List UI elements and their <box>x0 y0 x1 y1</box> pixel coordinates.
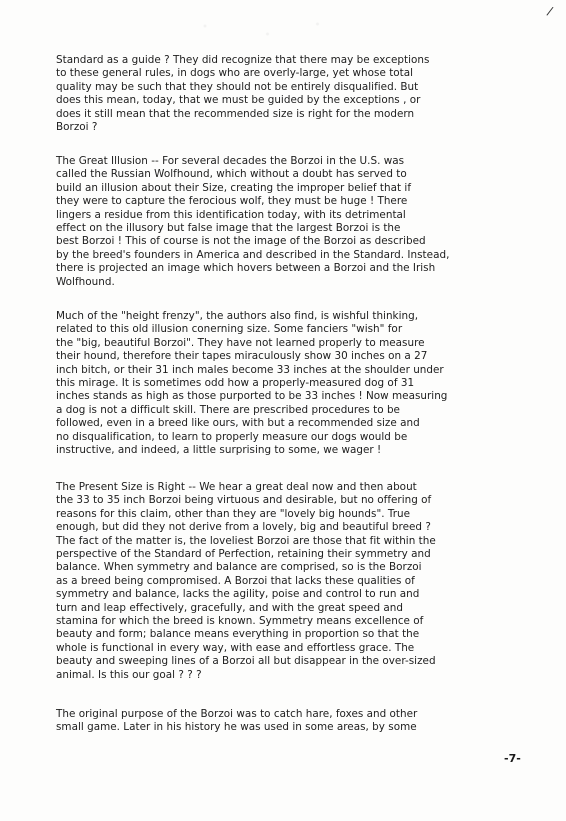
paragraph-height-frenzy <box>56 310 546 457</box>
text-line: Standard as a guide ? They did recognize that there may be exceptions <box>56 54 430 66</box>
text-line: symmetry and balance, lacks the agility, poise and control to run and <box>56 588 420 601</box>
text-line: the 33 to 35 inch Borzoi being virtuous and desirable, but no offering of <box>56 494 432 507</box>
text-line: turn and leap effectively, gracefully, and with the great speed and <box>56 601 404 614</box>
text-line: quality may be such that they should not be entirely disqualified. But <box>56 80 419 93</box>
text-line: related to this old illusion conerning size. Some fanciers "wish" for <box>56 323 403 336</box>
text-line: does it still mean that the recommended size is right for the modern <box>56 107 415 120</box>
text-line: no disqualification, to learn to properly measure our dogs would be <box>56 430 408 443</box>
text-line: inch bitch, or their 31 inch males become 33 inches at the shoulder under <box>56 363 444 376</box>
text-line: beauty and sweeping lines of a Borzoi all but disappear in the over-sized <box>56 655 436 668</box>
faint-bleed-through-marks <box>130 10 380 50</box>
text-line: a dog is not a difficult skill. There are prescribed procedures to be <box>56 403 400 416</box>
text-line: small game. Later in his history he was used in some areas, by some <box>56 721 417 734</box>
text-line: effect on the illusory but false image that the largest Borzoi is the <box>56 222 401 235</box>
text-line: whole is functional in every way, with ease and effortless grace. The <box>56 641 415 654</box>
text-line: perspective of the Standard of Perfection, retaining their symmetry and <box>56 548 431 561</box>
paragraph-original-purpose <box>56 708 546 735</box>
text-line: by the breed's founders in America and described in the Standard. Instead, <box>56 248 450 261</box>
text-line: Borzoi ? <box>56 121 98 134</box>
text-line: lingers a residue from this identification today, with its detrimental <box>56 208 406 221</box>
text-line: does this mean, today, that we must be guided by the exceptions , or <box>56 94 421 107</box>
text-line: the "big, beautiful Borzoi". They have not learned properly to measure <box>56 336 425 349</box>
text-line: Much of the "height frenzy", the authors also find, is wishful thinking, <box>56 310 419 322</box>
text-line: stamina for which the breed is known. Symmetry means excellence of <box>56 615 424 628</box>
text-line: there is projected an image which hovers between a Borzoi and the Irish <box>56 262 436 275</box>
text-line: followed, even in a breed like ours, with but a recommended size and <box>56 417 420 430</box>
corner-tick-mark: / <box>545 3 555 19</box>
paragraph-great-illusion <box>56 155 546 289</box>
text-line: best Borzoi ! This of course is not the image of the Borzoi as described <box>56 235 426 248</box>
page-number: -7- <box>504 752 521 765</box>
text-line: this mirage. It is sometimes odd how a properly-measured dog of 31 <box>56 377 415 390</box>
paragraph-standard-guide <box>56 54 546 134</box>
text-line: called the Russian Wolfhound, which without a doubt has served to <box>56 168 407 181</box>
text-line: build an illusion about their Size, creating the improper belief that if <box>56 181 412 194</box>
paragraph-present-size-is-right <box>56 481 546 682</box>
text-line: to these general rules, in dogs who are overly-large, yet whose total <box>56 67 414 80</box>
text-line: Wolfhound. <box>56 275 115 288</box>
text-line: instructive, and indeed, a little surprising to some, we wager ! <box>56 444 382 457</box>
text-line: The Great Illusion -- For several decades the Borzoi in the U.S. was <box>56 155 405 167</box>
text-line: beauty and form; balance means everything in proportion so that the <box>56 628 420 641</box>
text-line: The fact of the matter is, the loveliest Borzoi are those that fit within the <box>56 534 436 547</box>
text-line: enough, but did they not derive from a lovely, big and beautiful breed ? <box>56 521 431 534</box>
text-line: animal. Is this our goal ? ? ? <box>56 668 202 681</box>
text-line: The original purpose of the Borzoi was to catch hare, foxes and other <box>56 708 418 720</box>
text-line: as a breed being compromised. A Borzoi that lacks these qualities of <box>56 574 415 587</box>
text-line: The Present Size is Right -- We hear a great deal now and then about <box>56 481 417 493</box>
text-line: inches stands as high as those purported to be 33 inches ! Now measuring <box>56 390 448 403</box>
text-line: reasons for this claim, other than they are "lovely big hounds". True <box>56 507 411 520</box>
text-line: their hound, therefore their tapes miraculously show 30 inches on a 27 <box>56 350 428 363</box>
text-line: they were to capture the ferocious wolf, they must be huge ! There <box>56 195 408 208</box>
text-line: balance. When symmetry and balance are comprised, so is the Borzoi <box>56 561 422 574</box>
